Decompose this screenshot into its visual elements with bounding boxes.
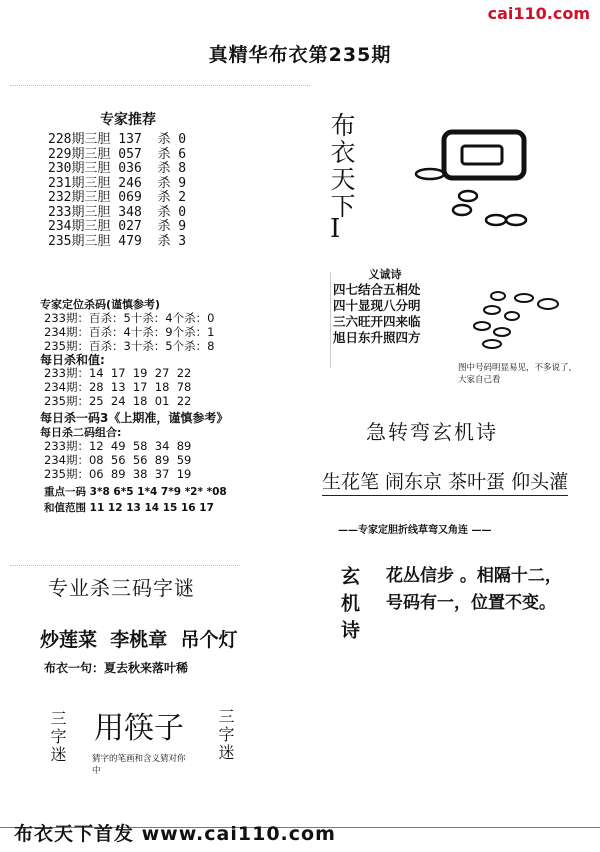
- mystery-vlabel: 玄机诗: [338, 566, 360, 647]
- riddle-note: 猜字的笔画和含义猜对你中: [92, 754, 186, 776]
- riddle-main-text: 用筷子: [94, 711, 184, 746]
- page-title: 真精华布衣第235期: [208, 44, 392, 66]
- mystery-heading: 急转弯玄机诗: [366, 420, 498, 444]
- panel-caption: 图中号码明显易见，不多说了，大家自己看: [458, 363, 578, 385]
- expert-row: 229期三胆 057 杀 6: [48, 146, 187, 162]
- site-tag: cai110.com: [487, 4, 590, 23]
- poem-line: 四七结合五相处: [333, 282, 421, 297]
- expert-row: 233期三胆 348 杀 0: [48, 204, 187, 220]
- panel-vertical-title: 布衣天下: [327, 112, 356, 220]
- expert-row: 232期三胆 069 杀 2: [48, 190, 187, 205]
- riddle-side-label-left: 三字迷: [48, 710, 67, 764]
- mystery-line: 花丛信步 。相隔十二，: [386, 566, 562, 586]
- shape-oval: [506, 215, 526, 225]
- poem-heading: 义诚诗: [368, 268, 402, 281]
- daily-kill-row: 234期：28 13 17 18 78: [44, 380, 192, 394]
- daily-kill-row: 235期：25 24 18 01 22: [44, 394, 192, 408]
- expert-rows: [48, 133, 186, 249]
- divider: [10, 565, 240, 566]
- daily-two-row: 234期：08 56 56 89 59: [44, 453, 192, 467]
- shape-oval: [416, 169, 444, 179]
- poem-box: [330, 268, 439, 368]
- mystery-banner: ——专家定胆折线草弯又角连 ——: [338, 525, 492, 536]
- position-kill-row: 234期：百杀：4十杀：9个杀：1: [44, 325, 215, 339]
- daily-two-rows: [44, 439, 191, 481]
- position-kill-row: 233期：百杀：5十杀：4个杀：0: [44, 311, 215, 325]
- expert-row: 228期三胆 137 杀 0: [48, 132, 187, 147]
- sum-range: 和值范围 11 12 13 14 15 16 17: [44, 502, 214, 514]
- shape-oval: [491, 292, 505, 300]
- daily-one-code: 每日杀一码3《上期准，谨慎参考》: [40, 411, 229, 425]
- mystery-line: 号码有一，位置不变。: [386, 593, 556, 613]
- shape-oval: [459, 191, 477, 201]
- daily-kill-rows: [44, 366, 191, 408]
- divider: [10, 85, 310, 86]
- riddle-items: 炒莲菜 李桃章 吊个灯: [40, 629, 238, 651]
- expert-row: 230期三胆 036 杀 8: [48, 161, 187, 176]
- panel-numeral: I: [330, 214, 341, 244]
- shape-oval: [515, 294, 533, 302]
- riddle-heading: 专业杀三码字谜: [48, 576, 195, 600]
- expert-row: 235期三胆 479 杀 3: [48, 233, 187, 249]
- scattered-shapes-illustration: [466, 286, 576, 356]
- shape-oval: [494, 328, 510, 336]
- number-shape-illustration: [410, 124, 560, 234]
- riddle-saying: 布衣一句：夏去秋来落叶稀: [44, 661, 189, 675]
- shape-oval: [486, 215, 506, 225]
- daily-kill-heading: 每日杀和值:: [40, 353, 105, 367]
- footer-text: 布衣天下首发 www.cai110.com: [14, 823, 336, 845]
- position-kill-rows: [44, 311, 214, 353]
- daily-two-row: 233期：12 49 58 34 89: [44, 439, 192, 453]
- expert-row: 234期三胆 027 杀 9: [48, 219, 187, 234]
- poem-line: 旭日东升照四方: [333, 330, 421, 345]
- poem-line: 四十显现八分明: [333, 298, 421, 313]
- expert-heading: 专家推荐: [100, 112, 156, 128]
- shape-zero-inner: [462, 146, 502, 164]
- shape-oval: [538, 299, 558, 309]
- key-code: 重点一码 3*8 6*5 1*4 7*9 *2* *08: [44, 486, 227, 498]
- shape-oval: [484, 306, 500, 314]
- position-kill-row: 235期：百杀：3十杀：5个杀：8: [44, 339, 215, 353]
- daily-two-heading: 每日杀二码组合:: [40, 426, 122, 439]
- shape-oval: [453, 205, 471, 215]
- expert-row: 231期三胆 246 杀 9: [48, 175, 187, 191]
- position-kill-heading: 专家定位杀码(谨慎参考): [40, 298, 161, 311]
- shape-oval: [505, 312, 519, 320]
- shape-oval: [474, 322, 490, 330]
- poem-line: 三六旺开四来临: [333, 314, 421, 329]
- shape-zero-outer: [444, 132, 524, 178]
- daily-kill-row: 233期：14 17 19 27 22: [44, 366, 192, 380]
- riddle-side-label-right: 三字迷: [216, 708, 235, 762]
- shape-oval: [483, 340, 501, 348]
- daily-two-row: 235期：06 89 38 37 19: [44, 467, 192, 481]
- mystery-words: 生花笔 闹东京 茶叶蛋 仰头灌: [322, 467, 568, 496]
